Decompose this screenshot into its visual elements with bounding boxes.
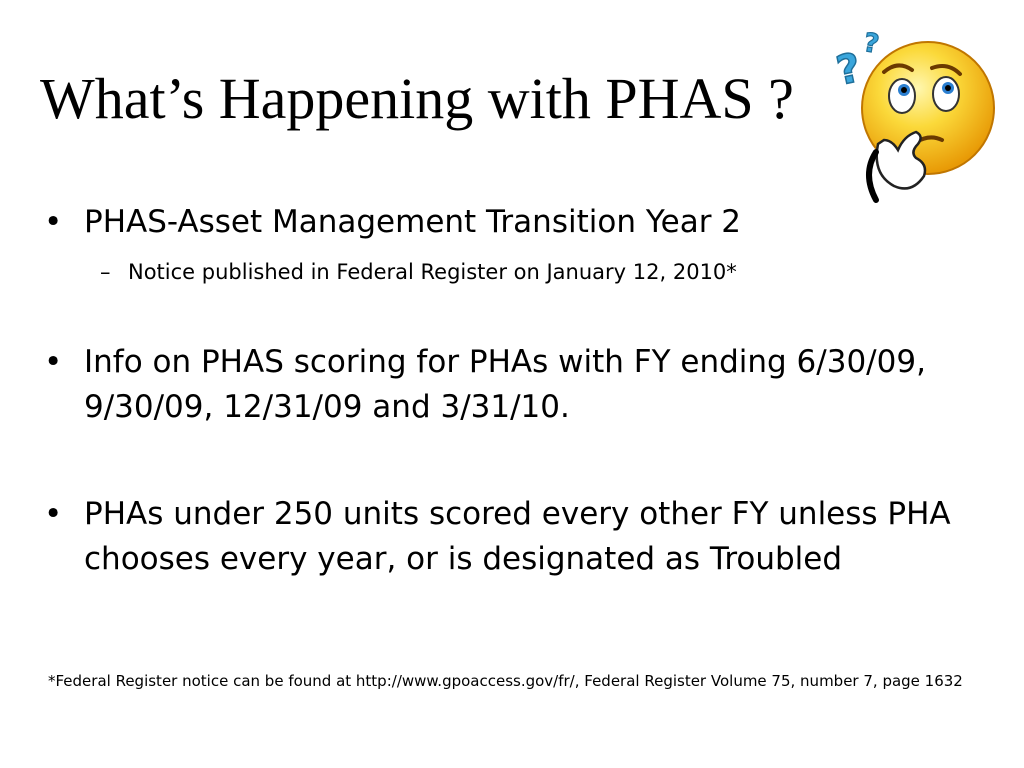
thinking-face-with-question-marks-icon xyxy=(832,24,1002,204)
svg-text:?: ? xyxy=(832,44,865,95)
bullet-text: Info on PHAS scoring for PHAs with FY ending 6/30/09, 9/30/09, 12/31/09 and 3/31/10. xyxy=(84,344,926,425)
bullet-item xyxy=(44,492,974,582)
bullet-item xyxy=(44,340,974,430)
bullet-marker: • xyxy=(44,204,63,240)
bullet-marker: • xyxy=(44,344,63,380)
sub-bullet-text: Notice published in Federal Register on January 12, 2010* xyxy=(128,260,737,284)
bullet-item xyxy=(44,200,974,245)
bullet-text: PHAS-Asset Management Transition Year 2 xyxy=(84,204,742,240)
sub-bullet-marker: – xyxy=(100,260,111,284)
bullet-text: PHAs under 250 units scored every other FY unless PHA chooses every year, or is designated as Troubled xyxy=(84,496,951,577)
footnote: *Federal Register notice can be found at http://www.gpoaccess.gov/fr/, Federal Register Volume 75, number 7, page 1632 xyxy=(48,672,963,690)
svg-text:?: ? xyxy=(861,27,882,60)
sub-bullet-item xyxy=(100,257,980,287)
slide-title: What’s Happening with PHAS ? xyxy=(40,66,794,131)
bullet-marker: • xyxy=(44,496,63,532)
